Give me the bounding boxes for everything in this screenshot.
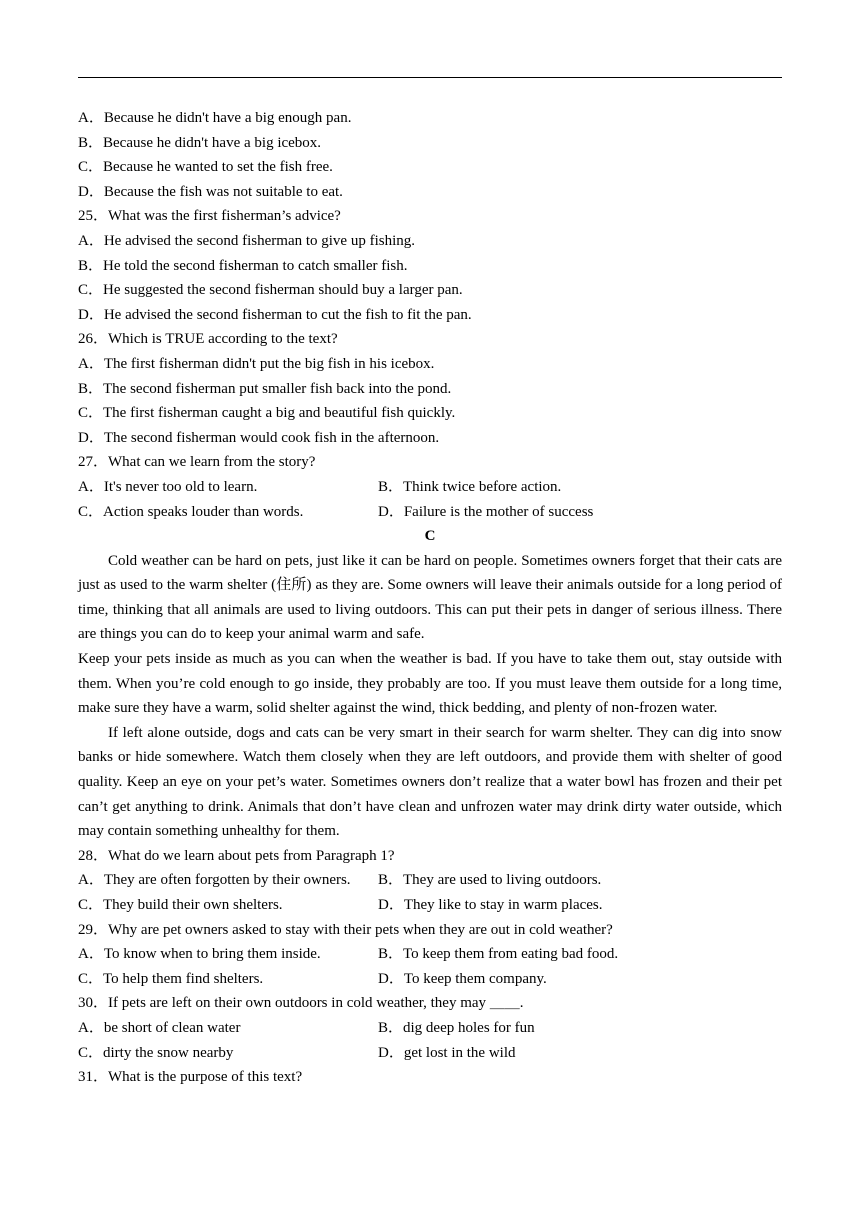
header-rule	[78, 77, 782, 78]
q24-option-a: A．Because he didn't have a big enough pan.	[78, 110, 352, 126]
q28-stem: 28．What do we learn about pets from Paragraph 1?	[78, 847, 395, 864]
document-body	[78, 106, 782, 1090]
q25-stem: 25．What was the first fisherman’s advice?	[78, 208, 341, 225]
q26-option-c: C．The first fisherman caught a big and beautiful fish quickly.	[78, 405, 456, 422]
q25-option-b: B．He told the second fisherman to catch smaller fish.	[78, 257, 408, 274]
section-c-heading: C	[424, 528, 436, 545]
q26-stem: 26．Which is TRUE according to the text?	[78, 331, 338, 348]
q29-option-d: D．To keep them company.	[378, 970, 547, 987]
q26-option-a: A．The first fisherman didn't put the big fish in his icebox.	[78, 355, 435, 372]
q26-option-d: D．The second fisherman would cook fish in the afternoon.	[78, 429, 440, 446]
q28-option-d: D．They like to stay in warm places.	[378, 897, 603, 913]
q30-option-c: C．dirty the snow nearby	[78, 1044, 234, 1061]
q29-option-a: A．To know when to bring them inside.	[78, 946, 321, 963]
q27-option-b: B．Think twice before action.	[378, 478, 562, 495]
q29-stem: 29．Why are pet owners asked to stay with their pets when they are out in cold weather?	[78, 921, 613, 938]
passage-paragraph-3: If left alone outside, dogs and cats can be very smart in their search for warm shelter. They can dig into snow banks or hide somewhere. Watch them closely when they are left outdoors, and provide them with shelter of good quality. Keep an eye on your pet’s water. Sometimes owners don’t realize that a water bowl has frozen and their pet can’t get anything to drink. Animals that don’t have clean and unfrozen water may drink dirty water outside, which may contain something unhealthy for them.	[78, 724, 782, 840]
q24-option-d: D．Because the fish was not suitable to eat.	[78, 183, 343, 200]
passage-paragraph-2: Keep your pets inside as much as you can when the weather is bad. If you have to take them out, stay outside with them. When you’re cold enough to go inside, they probably are too. If you must leave them outside for a long time, make sure they have a warm, solid shelter against the wind, thick bedding, and plenty of non-frozen water.	[78, 651, 782, 717]
q29-options-row-2	[78, 967, 782, 992]
q28-option-b: B．They are used to living outdoors.	[378, 872, 602, 889]
q28-option-c: C．They build their own shelters.	[78, 897, 283, 913]
q24-option-c: C．Because he wanted to set the fish free.	[78, 159, 333, 176]
q26-option-b: B．The second fisherman put smaller fish back into the pond.	[78, 380, 452, 397]
q29-option-c: C．To help them find shelters.	[78, 970, 264, 987]
q28-option-a: A．They are often forgotten by their owners.	[78, 872, 351, 889]
q28-options-row-2	[78, 893, 782, 918]
q25-option-d: D．He advised the second fisherman to cut the fish to fit the pan.	[78, 306, 472, 323]
q27-options-row-1	[78, 475, 782, 500]
q27-options-row-2	[78, 500, 782, 525]
q31-stem: 31．What is the purpose of this text?	[78, 1069, 303, 1086]
q27-option-c: C．Action speaks louder than words.	[78, 503, 304, 520]
q30-options-row-1	[78, 1016, 782, 1041]
q25-option-c: C．He suggested the second fisherman should buy a larger pan.	[78, 282, 463, 299]
q28-options-row-1	[78, 868, 782, 893]
q29-options-row-1	[78, 942, 782, 967]
q30-option-b: B．dig deep holes for fun	[378, 1019, 535, 1036]
q29-option-b: B．To keep them from eating bad food.	[378, 946, 619, 963]
q30-option-a: A．be short of clean water	[78, 1019, 241, 1036]
q27-option-a: A．It's never too old to learn.	[78, 478, 258, 495]
q27-stem: 27．What can we learn from the story?	[78, 454, 316, 471]
q30-options-row-2	[78, 1041, 782, 1066]
q27-option-d: D．Failure is the mother of success	[378, 503, 594, 520]
q25-option-a: A．He advised the second fisherman to give up fishing.	[78, 232, 416, 249]
q30-option-d: D．get lost in the wild	[378, 1044, 516, 1061]
q30-stem: 30．If pets are left on their own outdoors in cold weather, they may ＿＿.	[78, 995, 524, 1012]
passage-paragraph-1: Cold weather can be hard on pets, just like it can be hard on people. Sometimes owners forget that their cats are just as used to the warm shelter (住所) as they are. Some owners will leave their animals outside for a long period of time, thinking that all animals are used to living outdoors. This can put their pets in danger of serious illness. There are things you can do to keep your animal warm and safe.	[78, 552, 782, 643]
q24-option-b: B．Because he didn't have a big icebox.	[78, 134, 322, 151]
